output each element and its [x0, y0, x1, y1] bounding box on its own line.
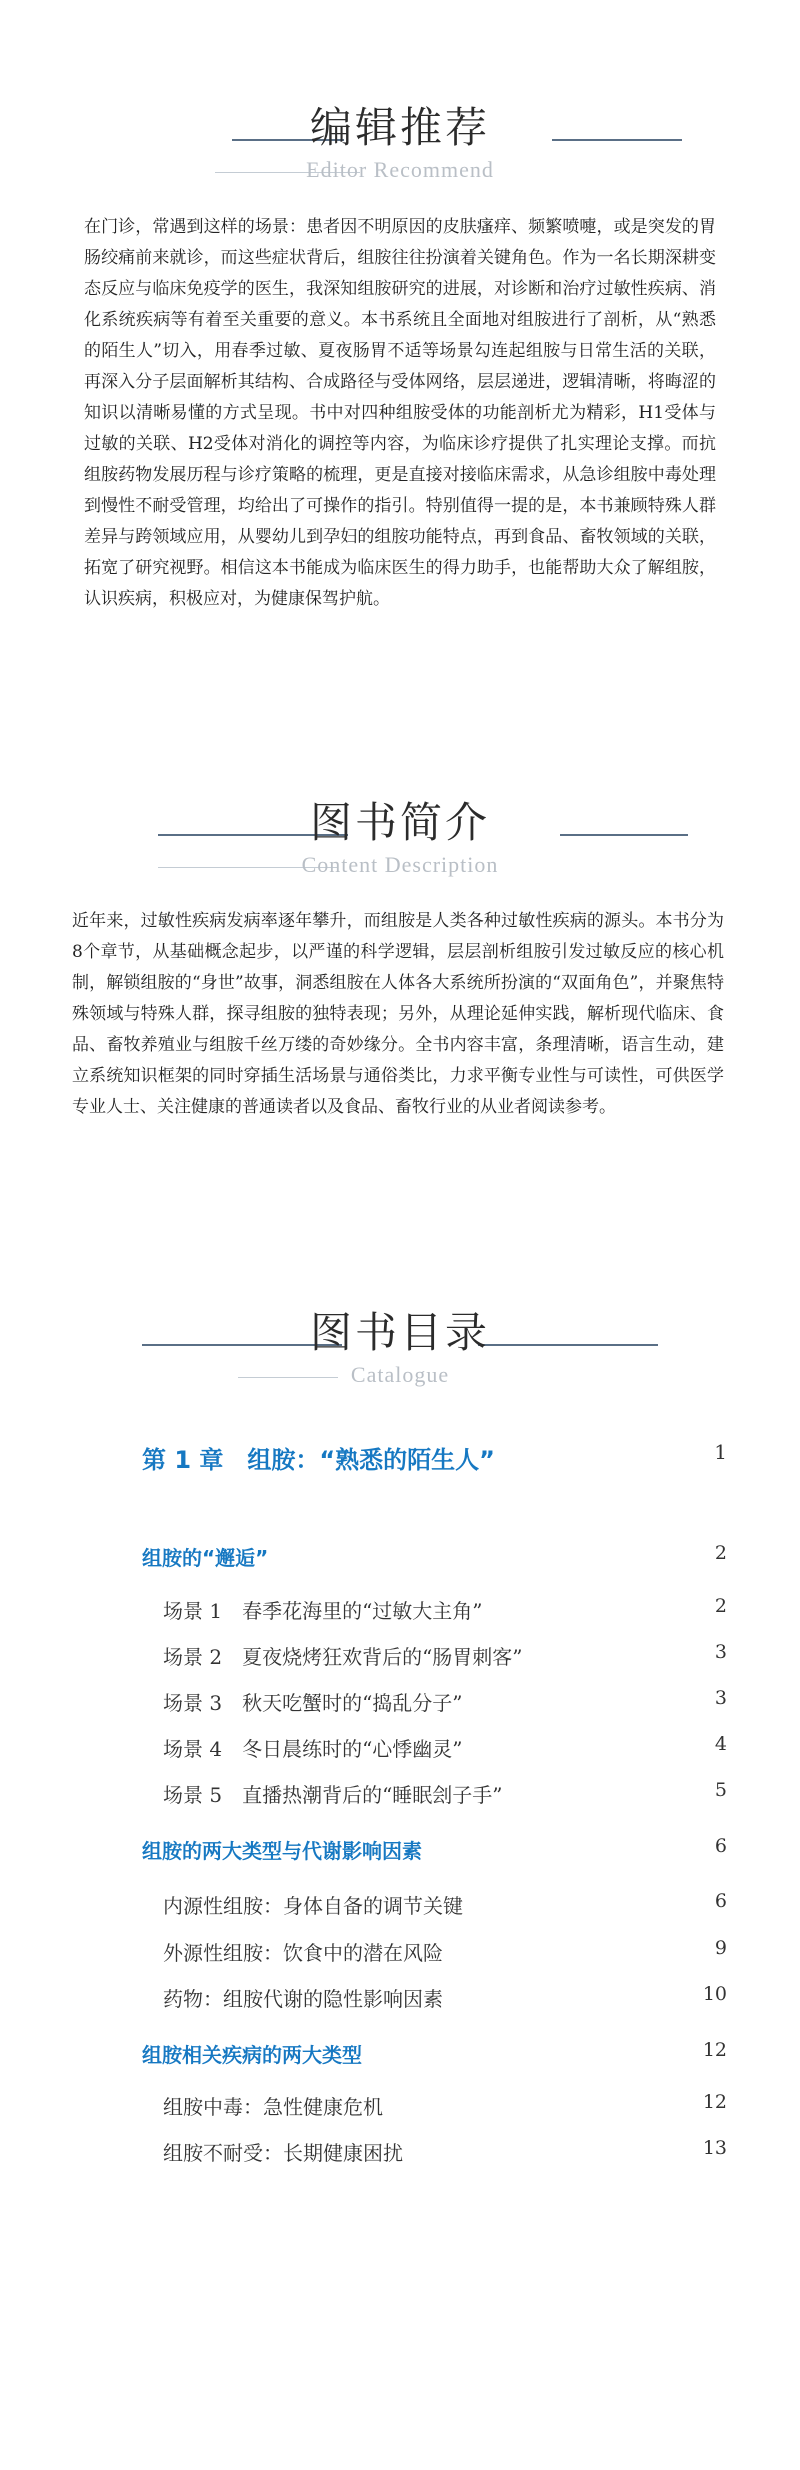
editor-header: [0, 95, 800, 205]
toc-entry: [0, 2137, 800, 2177]
toc-entry: [0, 1687, 800, 1727]
toc-entry: [0, 1983, 800, 2023]
toc-entry-title: 第 1 章 组胺：“熟悉的陌生人”: [142, 1446, 495, 1474]
toc-page-number: 13: [702, 2137, 727, 2159]
toc-entry-title: 场景 1 春季花海里的“过敏大主角”: [163, 1599, 483, 1623]
intro-paragraph: 近年来，过敏性疾病发病率逐年攀升，而组胺是人类各种过敏性疾病的源头。本书分为8个章节，从基础概念起步，以严谨的科学逻辑，层层剖析组胺引发过敏反应的核心机制，解锁组胺的“身世”故事，洞悉组胺在人体各大系统所扮演的“双面角色”，并聚焦特殊领域与特殊人群，探寻组胺的独特表现；另外，从理论延伸实践，解析现代临床、食品、畜牧养殖业与组胺千丝万缕的奇妙缘分。全书内容丰富，条理清晰，语言生动，建立系统知识框架的同时穿插生活场景与通俗类比，力求平衡专业性与可读性，可供医学专业人士、关注健康的普通读者以及食品、畜牧行业的从业者阅读参考。: [72, 911, 724, 1117]
toc-page-number: 4: [714, 1733, 727, 1755]
toc-entry-title: 内源性组胺：身体自备的调节关键: [163, 1894, 463, 1918]
toc-entry-title: 药物：组胺代谢的隐性影响因素: [163, 1987, 443, 2011]
toc-entry-title: 场景 2 夏夜烧烤狂欢背后的“肠胃刺客”: [163, 1645, 523, 1669]
toc-page-number: 12: [702, 2091, 727, 2113]
toc-entry-title: 组胺的两大类型与代谢影响因素: [142, 1839, 422, 1863]
section-title: 编辑推荐: [309, 103, 490, 152]
toc-entry-title: 场景 3 秋天吃蟹时的“捣乱分子”: [163, 1691, 463, 1715]
toc-entry: [0, 1937, 800, 1977]
toc-page-number: 12: [702, 2039, 727, 2061]
toc-chapter: [0, 1440, 800, 1480]
toc-entry-title: 外源性组胺：饮食中的潜在风险: [163, 1941, 443, 1965]
toc-page-number: 10: [702, 1983, 727, 2005]
toc-page-number: 2: [714, 1595, 727, 1617]
section-subtitle: Editor Recommend: [306, 157, 494, 182]
intro-header: [0, 790, 800, 900]
section-subtitle: Content Description: [301, 852, 499, 877]
toc-page-number: 1: [714, 1440, 727, 1464]
toc-page-number: 5: [714, 1779, 727, 1801]
toc-entry: [0, 1733, 800, 1773]
toc-entry-title: 场景 4 冬日晨练时的“心悸幽灵”: [163, 1737, 463, 1761]
catalogue-header: [0, 1300, 800, 1410]
toc-page-number: 3: [714, 1687, 727, 1709]
section-title: 图书简介: [309, 798, 490, 847]
toc-page-number: 6: [714, 1890, 727, 1912]
toc-entry-title: 组胺的“邂逅”: [142, 1546, 269, 1570]
toc-page-number: 3: [714, 1641, 727, 1663]
toc-entry-title: 组胺相关疾病的两大类型: [142, 2043, 362, 2067]
toc-section: [0, 2039, 800, 2079]
section-title: 图书目录: [309, 1308, 490, 1357]
toc-entry: [0, 1779, 800, 1819]
section-subtitle: Catalogue: [350, 1362, 450, 1387]
toc-entry: [0, 2091, 800, 2131]
toc-entry: [0, 1641, 800, 1681]
toc-entry-title: 组胺不耐受：长期健康困扰: [163, 2141, 403, 2165]
toc-section: [0, 1542, 800, 1582]
toc-entry: [0, 1595, 800, 1635]
toc-entry-title: 组胺中毒：急性健康危机: [163, 2095, 383, 2119]
toc-page-number: 9: [714, 1937, 727, 1959]
toc-entry: [0, 1890, 800, 1930]
toc-section: [0, 1835, 800, 1875]
toc-page-number: 6: [714, 1835, 727, 1857]
toc-entry-title: 场景 5 直播热潮背后的“睡眠刽子手”: [163, 1783, 503, 1807]
editor-paragraph: 在门诊，常遇到这样的场景：患者因不明原因的皮肤瘙痒、频繁喷嚏，或是突发的胃肠绞痛前来就诊，而这些症状背后，组胺往往扮演着关键角色。作为一名长期深耕变态反应与临床免疫学的医生，我深知组胺研究的进展，对诊断和治疗过敏性疾病、消化系统疾病等有着至关重要的意义。本书系统且全面地对组胺进行了剖析，从“熟悉的陌生人”切入，用春季过敏、夏夜肠胃不适等场景勾连起组胺与日常生活的关联，再深入分子层面解析其结构、合成路径与受体网络，层层递进，逻辑清晰，将晦涩的知识以清晰易懂的方式呈现。书中对四种组胺受体的功能剖析尤为精彩，H1受体与过敏的关联、H2受体对消化的调控等内容，为临床诊疗提供了扎实理论支撑。而抗组胺药物发展历程与诊疗策略的梳理，更是直接对接临床需求，从急诊组胺中毒处理到慢性不耐受管理，均给出了可操作的指引。特别值得一提的是，本书兼顾特殊人群差异与跨领域应用，从婴幼儿到孕妇的组胺功能特点，再到食品、畜牧领域的关联，拓宽了研究视野。相信这本书能成为临床医生的得力助手，也能帮助大众了解组胺，认识疾病，积极应对，为健康保驾护航。: [84, 217, 716, 609]
toc-page-number: 2: [714, 1542, 727, 1564]
